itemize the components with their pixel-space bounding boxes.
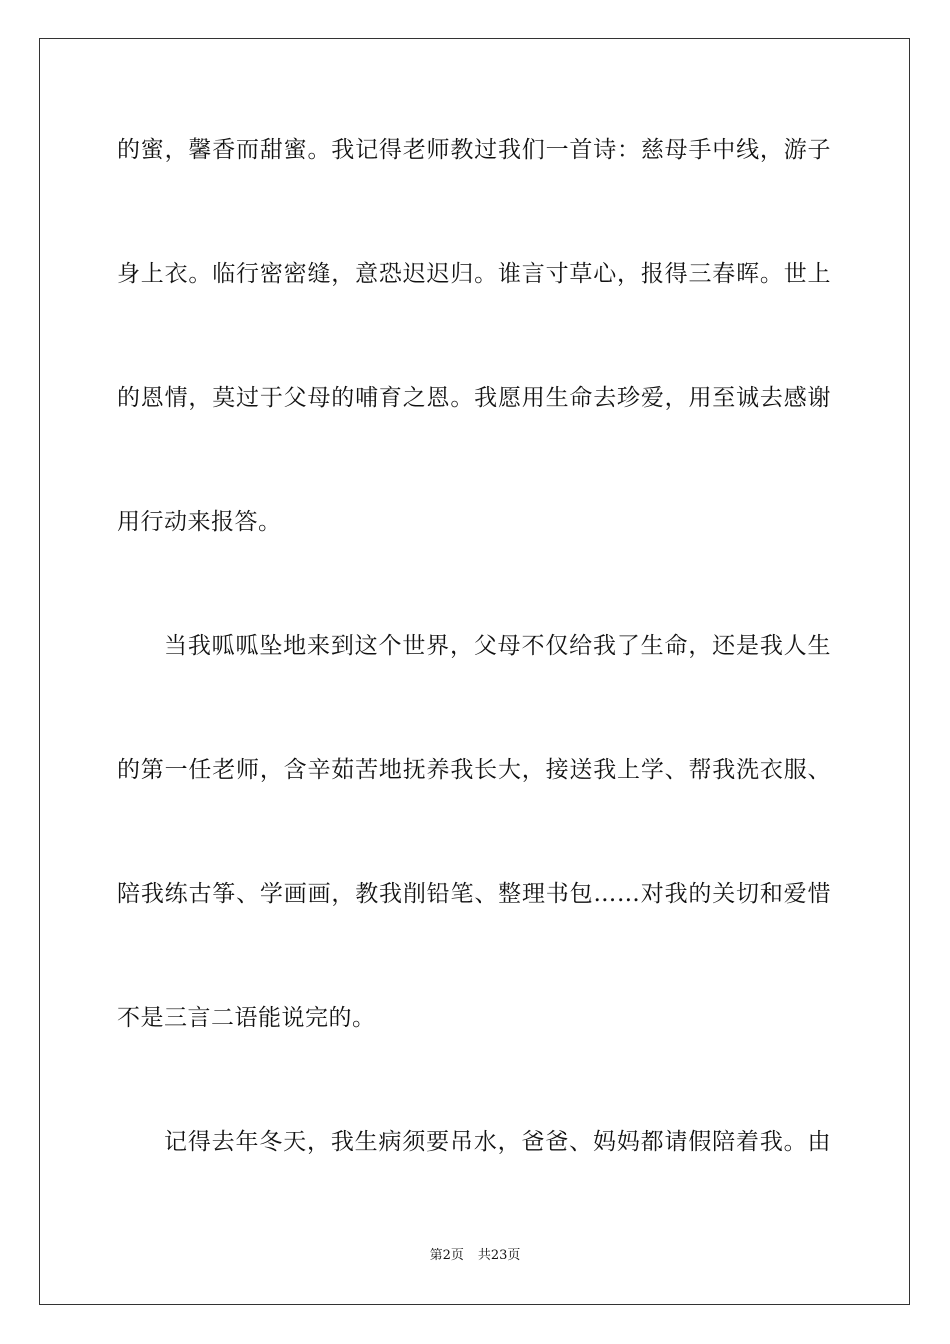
- paragraph-line: 的恩情，莫过于父母的哺育之恩。我愿用生命去珍爱，用至诚去感谢: [117, 385, 831, 411]
- page-footer: [0, 1247, 950, 1265]
- paragraph-line: 陪我练古筝、学画画，教我削铅笔、整理书包……对我的关切和爱惜: [117, 881, 831, 907]
- paragraph-line: 记得去年冬天，我生病须要吊水，爸爸、妈妈都请假陪着我。由: [164, 1129, 831, 1155]
- page-number: 第2页: [429, 1248, 464, 1263]
- page-total: 共23页: [477, 1248, 521, 1263]
- paragraph-line: 当我呱呱坠地来到这个世界，父母不仅给我了生命，还是我人生: [164, 633, 831, 659]
- paragraph-line: 用行动来报答。: [117, 509, 282, 535]
- paragraph-line: 的第一任老师，含辛茹苦地抚养我长大，接送我上学、帮我洗衣服、: [117, 757, 831, 783]
- page-frame: [39, 38, 910, 1305]
- paragraph-line: 不是三言二语能说完的。: [117, 1005, 376, 1031]
- paragraph-line: 身上衣。临行密密缝，意恐迟迟归。谁言寸草心，报得三春晖。世上: [117, 261, 831, 287]
- paragraph-line: 的蜜，馨香而甜蜜。我记得老师教过我们一首诗：慈母手中线，游子: [117, 137, 831, 163]
